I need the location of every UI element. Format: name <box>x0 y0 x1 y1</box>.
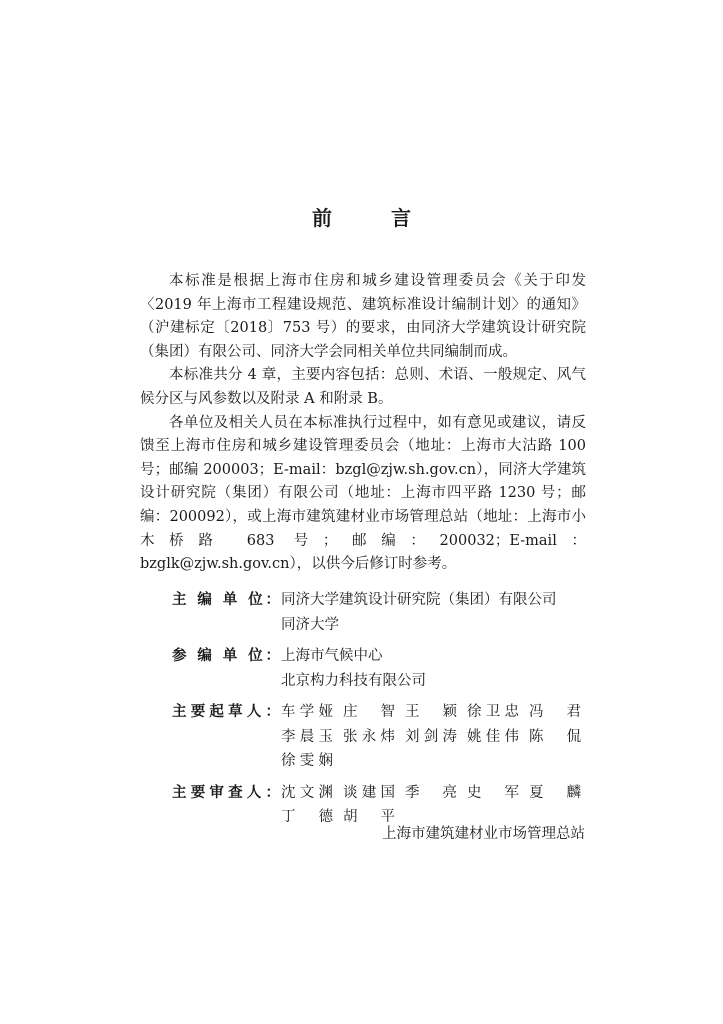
contributors-block <box>172 588 592 831</box>
person-name: 刘剑涛 <box>405 728 457 745</box>
person-name: 夏 麟 <box>529 784 581 801</box>
person-name: 冯 君 <box>529 704 581 720</box>
chief-editor-unit: 同济大学 <box>281 616 339 633</box>
person-name: 庄 智 <box>343 704 395 720</box>
chief-editors-label: 主 编 单 位： <box>172 591 280 608</box>
person-name: 胡 平 <box>343 809 395 825</box>
paragraph-basis: 本标准是根据上海市住房和城乡建设管理委员会《关于印发〈2019 年上海市工程建设规范、建筑标准设计编制计划〉的通知》（沪建标定〔2018〕753 号）的要求，由同济大学建筑设计研究院（集团）有限公司、同济大学会同相关单位共同编制而成。 <box>140 273 586 360</box>
page-title: 前 言 <box>312 206 437 230</box>
person-name: 张永炜 <box>343 728 395 745</box>
chief-editors <box>172 588 592 637</box>
person-name: 姚佳伟 <box>467 728 519 745</box>
paragraph-feedback: 各单位及相关人员在本标准执行过程中，如有意见或建议，请反馈至上海市住房和城乡建设管理委员会（地址：上海市大沽路 100 号；邮编 200003；E-mail：bzgl@zjw.sh.gov.cn），同济大学建筑设计研究院（集团）有限公司（地址：上海市四平路 1230 号；邮编：200092），或上海市建筑建材业市场管理总站（地址：上海市小木桥路 683 号；邮编：200032；E-mail：bzglk@zjw.sh.gov.cn），以供今后修订时参考。 <box>140 414 586 573</box>
person-name: 沈文渊 <box>281 784 333 801</box>
main-reviewers-label: 主要审查人： <box>172 783 280 801</box>
person-name: 李晨玉 <box>281 728 333 745</box>
person-name: 季 亮 <box>405 784 457 801</box>
main-drafters <box>172 700 592 774</box>
person-name: 史 军 <box>467 784 519 801</box>
person-name: 车学娅 <box>281 704 333 720</box>
person-name: 徐雯娴 <box>281 753 333 769</box>
paragraph-contents: 本标准共分 4 章，主要内容包括：总则、术语、一般规定、风气候分区与风参数以及附录 A 和附录 B。 <box>140 367 586 407</box>
person-name: 徐卫忠 <box>467 704 519 720</box>
chief-editor-unit: 同济大学建筑设计研究院（集团）有限公司 <box>281 592 557 608</box>
person-name: 陈 侃 <box>529 728 581 745</box>
preface-body <box>140 270 586 577</box>
participating-unit: 北京构力科技有限公司 <box>281 672 426 689</box>
person-name: 谈建国 <box>343 784 395 801</box>
person-name: 王 颖 <box>405 704 457 720</box>
person-name: 丁 德 <box>281 809 333 825</box>
participating-editors <box>172 644 592 693</box>
publisher-name: 上海市建筑建材业市场管理总站 <box>382 826 585 842</box>
main-drafters-label: 主要起草人： <box>172 703 280 720</box>
participating-editors-label: 参 编 单 位： <box>172 647 280 664</box>
participating-unit: 上海市气候中心 <box>281 648 383 664</box>
